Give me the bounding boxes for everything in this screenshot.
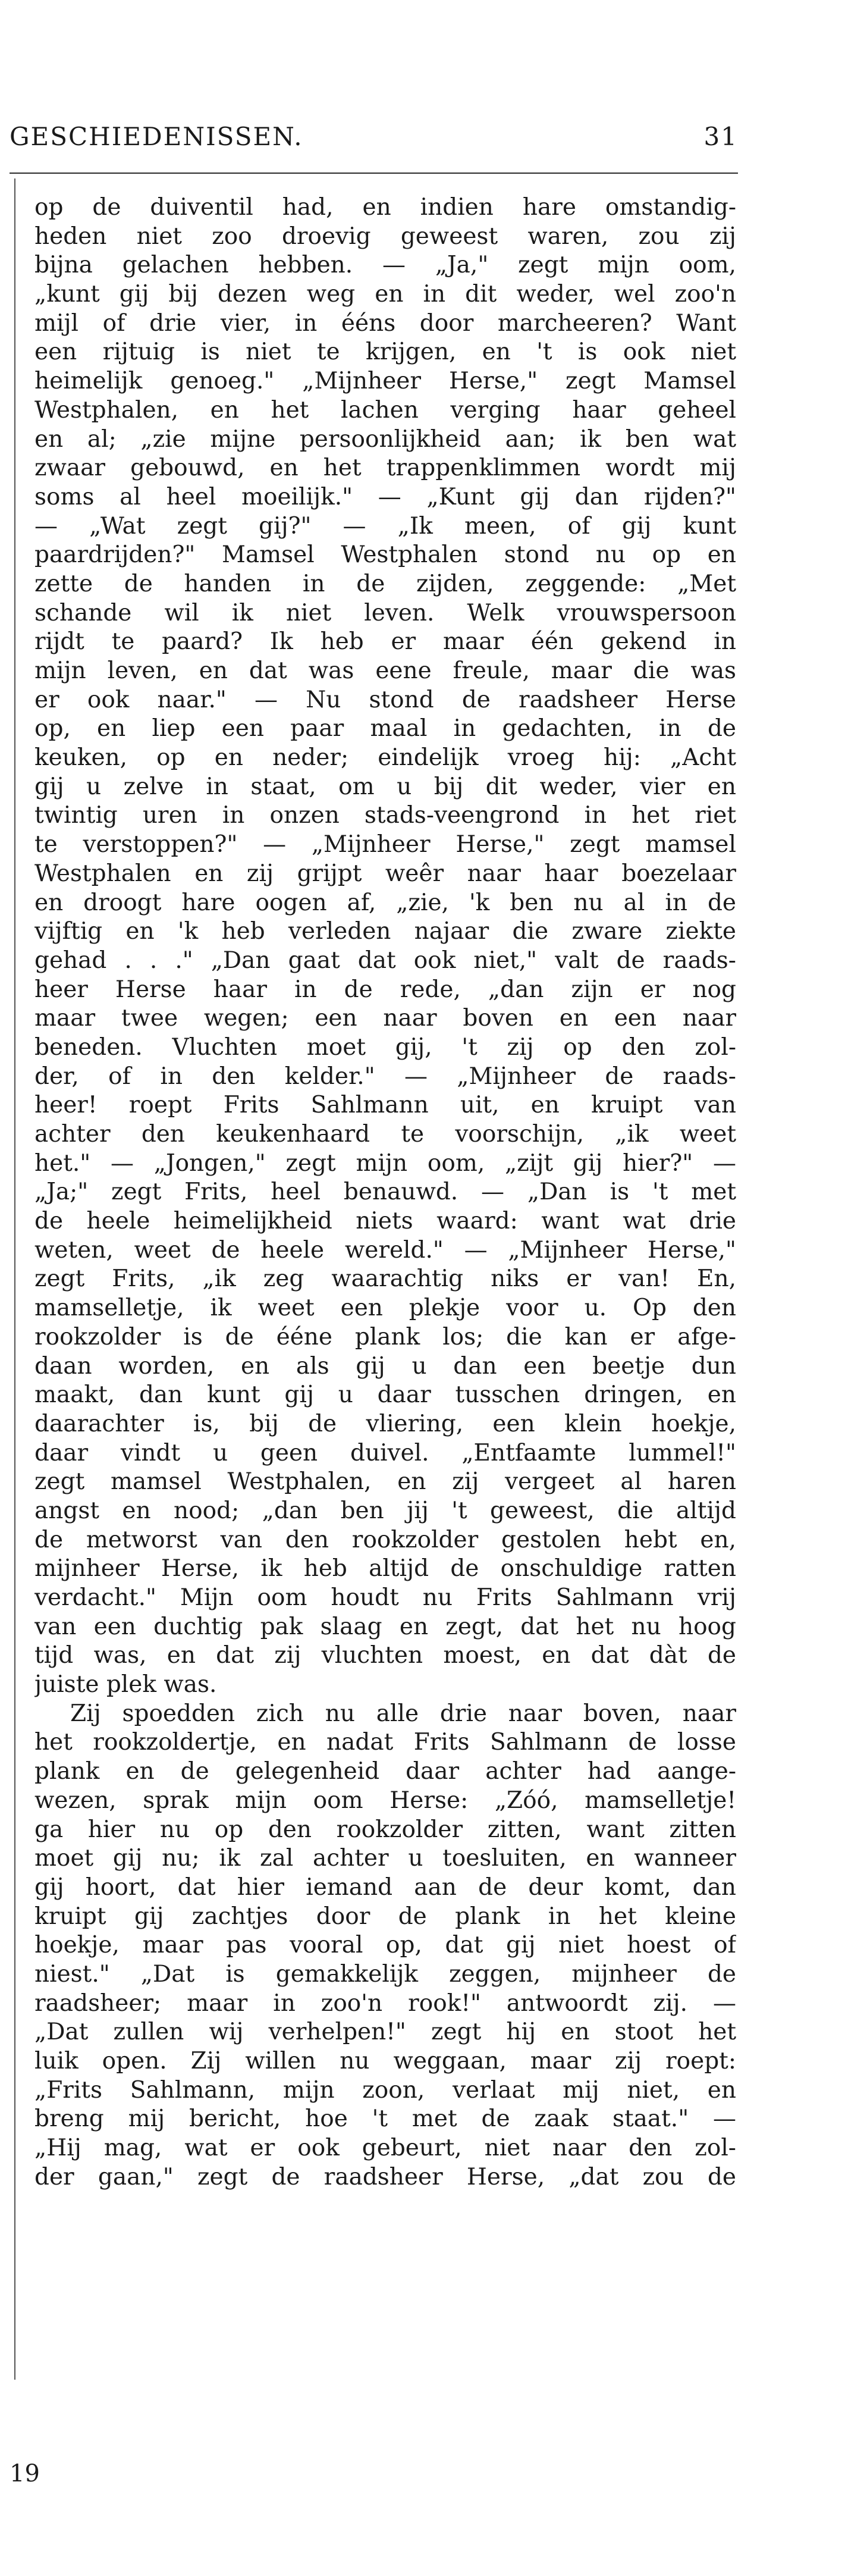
text-line: beneden. Vluchten moet gij, 't zij op den zol- [34,1033,736,1061]
text-line: gehad . . ." „Dan gaat dat ook niet," valt de raads- [34,947,736,974]
text-line: een rijtuig is niet te krijgen, en 't is ook niet [34,339,736,366]
text-line: niest." „Dat is gemakkelijk zeggen, mijnheer de [34,1960,736,1988]
text-line: „Dat zullen wij verhelpen!" zegt hij en stoot het [34,2019,736,2046]
text-line: mijl of drie vier, in ééns door marcheeren? Want [34,309,736,337]
margin-line [14,178,15,2380]
text-line: vijftig en 'k heb verleden najaar die zware ziekte [34,918,736,945]
text-line: heimelijk genoeg." „Mijnheer Herse," zegt Mamsel [34,368,736,395]
text-line: maar twee wegen; een naar boven en een naar [34,1005,736,1032]
text-line: van een duchtig pak slaag en zegt, dat het nu hoog [34,1613,736,1640]
text-line: kruipt gij zachtjes door de plank in het kleine [34,1903,736,1930]
text-line: angst en nood; „dan ben jij 't geweest, die altijd [34,1497,736,1524]
text-line: heer Herse haar in de rede, „dan zijn er nog [34,976,736,1003]
header-rule [10,173,738,174]
body-text [34,193,736,2192]
text-line: „kunt gij bij dezen weg en in dit weder, wel zoo'n [34,281,736,308]
text-line: „Ja;" zegt Frits, heel benauwd. — „Dan is 't met [34,1179,736,1206]
text-line: maakt, dan kunt gij u daar tusschen dringen, en [34,1381,736,1409]
text-line: twintig uren in onzen stads-veengrond in het riet [34,802,736,829]
text-line: te verstoppen?" — „Mijnheer Herse," zegt mamsel [34,831,736,858]
text-line: mamselletje, ik weet een plekje voor u. Op den [34,1295,736,1322]
text-line: achter den keukenhaard te voorschijn, „ik weet [34,1121,736,1148]
text-line: tijd was, en dat zij vluchten moest, en dat dàt de [34,1642,736,1669]
text-line: de heele heimelijkheid niets waard: want wat drie [34,1208,736,1235]
text-line: Westphalen en zij grijpt weêr naar haar boezelaar [34,860,736,887]
text-line: het rookzoldertje, en nadat Frits Sahlmann de losse [34,1729,736,1756]
text-line: daar vindt u geen duivel. „Entfaamte lummel!" [34,1439,736,1466]
running-header [10,122,738,158]
text-line: wezen, sprak mijn oom Herse: „Zóó, mamselletje! [34,1787,736,1814]
text-line: — „Wat zegt gij?" — „Ik meen, of gij kunt [34,512,736,540]
text-line: mijnheer Herse, ik heb altijd de onschuldige ratten [34,1555,736,1582]
text-line: bijna gelachen hebben. — „Ja," zegt mijn oom, [34,252,736,279]
text-line: daan worden, en als gij u dan een beetje dun [34,1352,736,1380]
text-line: plank en de gelegenheid daar achter had aange- [34,1758,736,1785]
text-line: en al; „zie mijne persoonlijkheid aan; ik ben wat [34,425,736,453]
text-line: weten, weet de heele wereld." — „Mijnheer Herse," [34,1236,736,1264]
text-line: heer! roept Frits Sahlmann uit, en kruipt van [34,1092,736,1119]
text-line: en droogt hare oogen af, „zie, 'k ben nu al in de [34,889,736,916]
text-line: zegt mamsel Westphalen, en zij vergeet al haren [34,1468,736,1496]
text-line: „Hij mag, wat er ook gebeurt, niet naar den zol- [34,2135,736,2162]
text-line: juiste plek was. [34,1671,217,1698]
text-line: ga hier nu op den rookzolder zitten, want zitten [34,1816,736,1843]
text-line: zegt Frits, „ik zeg waarachtig niks er van! En, [34,1265,736,1293]
text-line: verdacht." Mijn oom houdt nu Frits Sahlmann vrij [34,1584,736,1611]
text-line: er ook naar." — Nu stond de raadsheer Herse [34,686,736,713]
text-line: gij hoort, dat hier iemand aan de deur komt, dan [34,1873,736,1901]
text-line: Westphalen, en het lachen verging haar geheel [34,396,736,424]
text-line: paardrijden?" Mamsel Westphalen stond nu op en [34,541,736,569]
page-number: 31 [703,122,738,151]
text-line: schande wil ik niet leven. Welk vrouwspersoon [34,599,736,626]
text-line: op de duiventil had, en indien hare omstandig- [34,194,736,221]
text-line: moet gij nu; ik zal achter u toesluiten, en wanneer [34,1845,736,1872]
text-line: luik open. Zij willen nu weggaan, maar zij roept: [34,2048,736,2074]
text-line: mijn leven, en dat was eene freule, maar die was [34,657,736,684]
text-line: raadsheer; maar in zoo'n rook!" antwoordt zij. — [34,1989,736,2017]
text-line: der gaan," zegt de raadsheer Herse, „dat zou de [34,2163,736,2190]
text-line: gij u zelve in staat, om u bij dit weder, vier en [34,773,736,800]
signature-mark: 19 [10,2460,40,2487]
text-line: zwaar gebouwd, en het trappenklimmen wordt mij [34,455,736,482]
text-line: rookzolder is de ééne plank los; die kan er afge- [34,1323,736,1350]
text-line: Zij spoedden zich nu alle drie naar boven, naar [70,1700,736,1727]
text-line: zette de handen in de zijden, zeggende: „Met [34,570,736,597]
text-line: op, en liep een paar maal in gedachten, in de [34,715,736,742]
text-line: daarachter is, bij de vliering, een klein hoekje, [34,1410,736,1437]
text-line: „Frits Sahlmann, mijn zoon, verlaat mij niet, en [34,2076,736,2104]
text-line: de metworst van den rookzolder gestolen hebt en, [34,1526,736,1553]
text-line: keuken, op en neder; eindelijk vroeg hij: „Acht [34,744,736,772]
text-line: der, of in den kelder." — „Mijnheer de raads- [34,1063,736,1090]
text-line: het." — „Jongen," zegt mijn oom, „zijt gij hier?" — [34,1149,736,1177]
text-line: rijdt te paard? Ik heb er maar één gekend in [34,628,736,656]
text-line: heden niet zoo droevig geweest waren, zou zij [34,222,736,250]
text-line: hoekje, maar pas vooral op, dat gij niet hoest of [34,1932,736,1959]
running-title: GESCHIEDENISSEN. [10,122,303,151]
text-line: breng mij bericht, hoe 't met de zaak staat." — [34,2105,736,2133]
text-line: soms al heel moeilijk." — „Kunt gij dan rijden?" [34,483,736,510]
